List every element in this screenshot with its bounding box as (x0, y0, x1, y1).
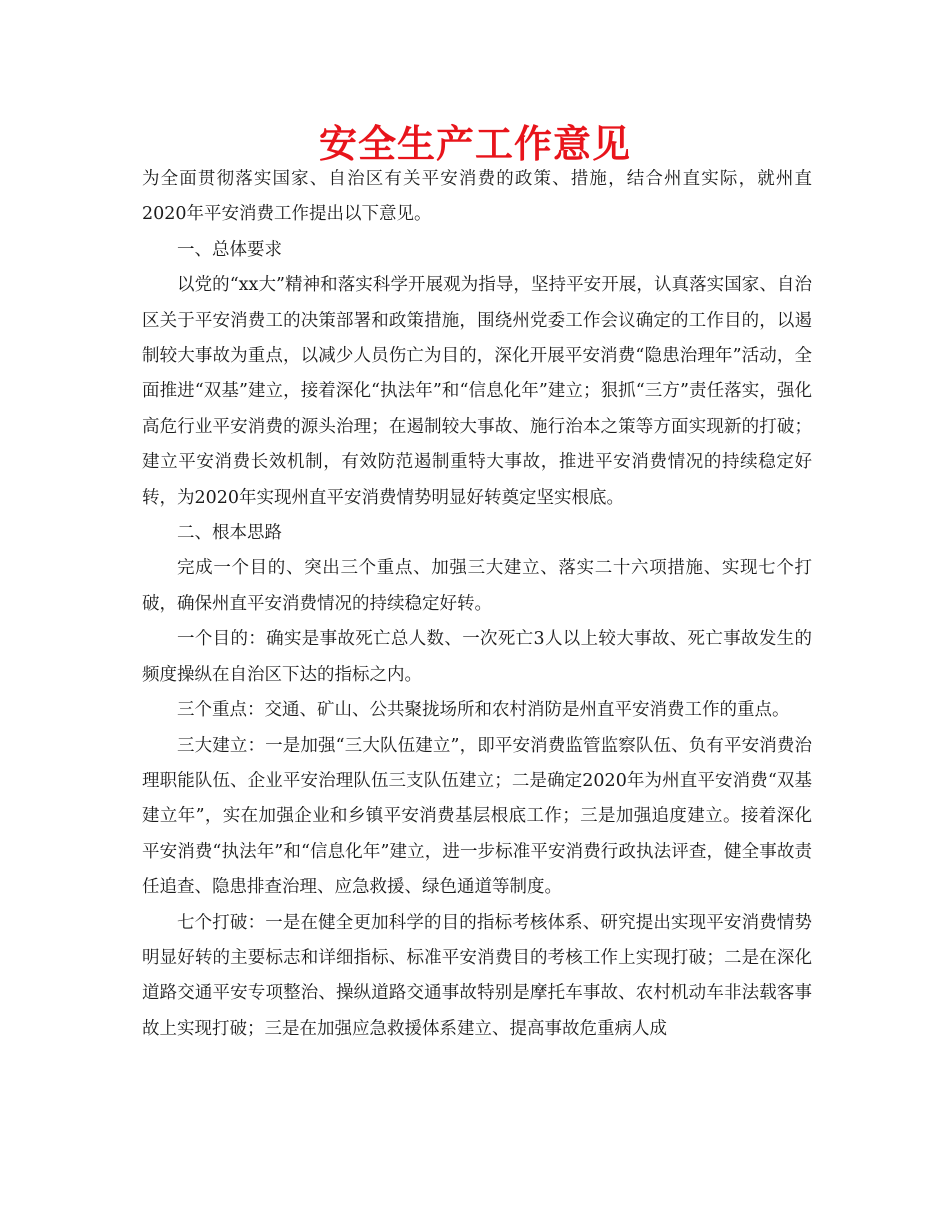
three-priorities-paragraph: 三个重点：交通、矿山、公共聚拢场所和农村消防是州直平安消费工作的重点。 (177, 700, 790, 721)
intro-paragraph: 为全面贯彻落实国家、自治区有关平安消费的政策、措施，结合州直实际，就州直2020年平安消费工作提出以下意见。 (142, 169, 812, 225)
document-body (142, 162, 812, 1047)
general-requirements-paragraph: 以党的“xx大”精神和落实科学开展观为指导，坚持平安开展，认真落实国家、自治区关于平安消费工的决策部署和政策措施，围绕州党委工作会议确定的工作目的，以遏制较大事故为重点，以减少人员伤亡为目的，深化开展平安消费“隐患治理年”活动，全面推进“双基”建立，接着深化“执法年”和“信息化年”建立；狠抓“三方”责任落实，强化高危行业平安消费的源头治理；在遏制较大事故、施行治本之策等方面实现新的打破；建立平安消费长效机制，有效防范遏制重特大事故，推进平安消费情况的持续稳定好转，为2020年实现州直平安消费情势明显好转奠定坚实根底。 (142, 275, 812, 508)
document-title: 安全生产工作意见 (318, 122, 631, 166)
seven-breakthroughs-paragraph: 七个打破：一是在健全更加科学的目的指标考核体系、研究提出实现平安消费情势明显好转的主要标志和详细指标、标准平安消费目的考核工作上实现打破；二是在深化道路交通平安专项整治、操纵道路交通事故特别是摩托车事故、农村机动车非法载客事故上实现打破；三是在加强应急救援体系建立、提高事故危重病人成 (142, 912, 812, 1039)
section-heading-basic-approach: 二、根本思路 (177, 523, 282, 544)
section-heading-general-requirements: 一、总体要求 (177, 239, 282, 260)
one-goal-paragraph: 一个目的：确实是事故死亡总人数、一次死亡3人以上较大事故、死亡事故发生的频度操纵在自治区下达的指标之内。 (142, 629, 812, 685)
basic-approach-paragraph: 完成一个目的、突出三个重点、加强三大建立、落实二十六项措施、实现七个打破，确保州直平安消费情况的持续稳定好转。 (142, 558, 812, 614)
three-constructions-paragraph: 三大建立：一是加强“三大队伍建立”，即平安消费监管监察队伍、负有平安消费治理职能队伍、企业平安治理队伍三支队伍建立；二是确定2020年为州直平安消费“双基建立年”，实在加强企业和乡镇平安消费基层根底工作；三是加强追度建立。接着深化平安消费“执法年”和“信息化年”建立，进一步标准平安消费行政执法评查，健全事故责任追查、隐患排查治理、应急救援、绿色通道等制度。 (142, 735, 812, 898)
